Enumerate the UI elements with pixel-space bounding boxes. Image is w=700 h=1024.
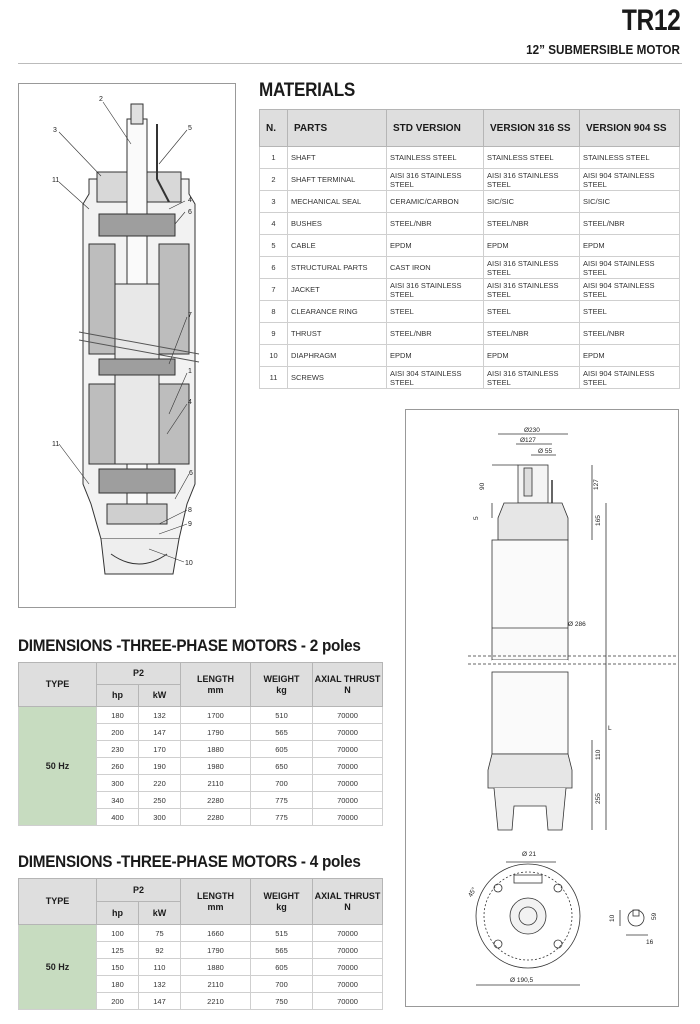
table-cell: 70000 [313, 707, 383, 724]
dim-label: 45° [467, 886, 479, 899]
table-cell: AISI 316 STAINLESS STEEL [484, 169, 580, 191]
table-cell: 200 [97, 993, 139, 1010]
dim-label: 16 [646, 939, 654, 946]
dims-2poles-title: DIMENSIONS -THREE-PHASE MOTORS - 2 poles [18, 636, 361, 655]
header-text: WEIGHT [263, 673, 300, 684]
table-cell: EPDM [484, 345, 580, 367]
dim-label: 110 [595, 749, 602, 760]
table-cell: CAST IRON [387, 257, 484, 279]
table-cell: 250 [139, 792, 181, 809]
table-cell: 6 [260, 257, 288, 279]
callout-label: 5 [188, 125, 192, 132]
table-cell: 70000 [313, 775, 383, 792]
dim-label: 255 [595, 793, 602, 804]
table-cell: STEEL/NBR [580, 213, 680, 235]
callout-label: 9 [188, 521, 192, 528]
header-unit: N [344, 684, 351, 695]
table-cell: CABLE [288, 235, 387, 257]
table-cell: DIAPHRAGM [288, 345, 387, 367]
table-cell: 2110 [181, 775, 251, 792]
table-cell: 70000 [313, 741, 383, 758]
callout-label: 6 [189, 470, 193, 477]
table-cell: 700 [251, 775, 313, 792]
table-cell: 1790 [181, 942, 251, 959]
table-cell: 1 [260, 147, 288, 169]
table-cell: 70000 [313, 792, 383, 809]
column-header: N. [260, 110, 288, 147]
header-unit: kg [276, 684, 287, 695]
sectional-drawing-panel [18, 83, 236, 608]
table-cell: STEEL/NBR [580, 323, 680, 345]
table-row [260, 213, 680, 235]
dims-4poles-title: DIMENSIONS -THREE-PHASE MOTORS - 4 poles [18, 852, 361, 871]
table-cell: STEEL/NBR [387, 323, 484, 345]
column-header [181, 879, 251, 925]
table-cell: 565 [251, 724, 313, 741]
table-cell: 700 [251, 976, 313, 993]
table-cell: 2280 [181, 792, 251, 809]
header-unit: kg [276, 901, 287, 912]
header-text: LENGTH [197, 673, 235, 684]
table-cell: 1700 [181, 707, 251, 724]
table-cell: STEEL [580, 301, 680, 323]
table-row [19, 707, 383, 724]
callout-label: 7 [188, 312, 192, 319]
table-cell: AISI 316 STAINLESS STEEL [484, 279, 580, 301]
header-text: AXIAL THRUST [314, 673, 381, 684]
sectional-drawing [19, 84, 237, 609]
table-cell: 132 [139, 707, 181, 724]
table-row [260, 367, 680, 389]
dim-label: 59 [651, 912, 658, 920]
dim-label: Ø127 [520, 437, 536, 444]
column-header: hp [97, 902, 139, 925]
table-cell: 1980 [181, 758, 251, 775]
dim-label: Ø 190,5 [510, 977, 534, 984]
column-header: kW [139, 902, 181, 925]
table-cell: AISI 904 STAINLESS STEEL [580, 279, 680, 301]
type-cell: 50 Hz [19, 925, 97, 1010]
table-cell: 132 [139, 976, 181, 993]
table-cell: SCREWS [288, 367, 387, 389]
page-subtitle: 12” SUBMERSIBLE MOTOR [526, 42, 680, 57]
table-cell: AISI 904 STAINLESS STEEL [580, 257, 680, 279]
table-cell: 110 [139, 959, 181, 976]
table-cell: 775 [251, 792, 313, 809]
column-header [251, 663, 313, 707]
table-cell: STAINLESS STEEL [484, 147, 580, 169]
table-row [260, 279, 680, 301]
table-cell: 70000 [313, 959, 383, 976]
table-header-row [19, 879, 383, 902]
table-cell: STEEL [387, 301, 484, 323]
table-cell: STEEL/NBR [484, 323, 580, 345]
table-cell: 100 [97, 925, 139, 942]
table-cell: 4 [260, 213, 288, 235]
table-cell: STEEL [484, 301, 580, 323]
column-header: P2 [97, 879, 181, 902]
column-header: VERSION 316 SS [484, 110, 580, 147]
table-row [260, 147, 680, 169]
header-text: AXIAL THRUST [314, 890, 381, 901]
table-cell: 605 [251, 959, 313, 976]
table-cell: 70000 [313, 809, 383, 826]
table-cell: EPDM [580, 345, 680, 367]
table-cell: 340 [97, 792, 139, 809]
table-cell: 750 [251, 993, 313, 1010]
table-cell: 515 [251, 925, 313, 942]
column-header [313, 663, 383, 707]
table-cell: 190 [139, 758, 181, 775]
table-cell: 2 [260, 169, 288, 191]
table-cell: 147 [139, 993, 181, 1010]
header-unit: mm [207, 901, 224, 912]
table-cell: 2280 [181, 809, 251, 826]
table-cell: 170 [139, 741, 181, 758]
header-divider [18, 63, 682, 64]
table-cell: AISI 304 STAINLESS STEEL [387, 367, 484, 389]
dimension-drawing-panel [405, 409, 679, 1007]
table-cell: 7 [260, 279, 288, 301]
type-cell: 50 Hz [19, 707, 97, 826]
header-text: LENGTH [197, 890, 235, 901]
dim-label: 127 [593, 479, 600, 490]
table-cell: SIC/SIC [580, 191, 680, 213]
callout-label: 2 [99, 96, 103, 103]
table-cell: 775 [251, 809, 313, 826]
table-cell: 70000 [313, 758, 383, 775]
table-cell: 1790 [181, 724, 251, 741]
dim-label: L [608, 725, 612, 732]
column-header: P2 [97, 663, 181, 685]
table-cell: BUSHES [288, 213, 387, 235]
table-cell: EPDM [580, 235, 680, 257]
dimension-drawing [406, 410, 680, 1008]
table-cell: 230 [97, 741, 139, 758]
table-cell: AISI 904 STAINLESS STEEL [580, 367, 680, 389]
column-header: VERSION 904 SS [580, 110, 680, 147]
dim-label: Ø 21 [522, 851, 537, 858]
dims-4poles-table [18, 878, 383, 1010]
table-cell: 70000 [313, 925, 383, 942]
dims-2poles-table [18, 662, 383, 826]
callout-label: 1 [188, 368, 192, 375]
table-cell: 70000 [313, 942, 383, 959]
table-cell: AISI 316 STAINLESS STEEL [387, 169, 484, 191]
table-cell: SHAFT TERMINAL [288, 169, 387, 191]
table-cell: 1660 [181, 925, 251, 942]
table-cell: 11 [260, 367, 288, 389]
table-cell: 300 [139, 809, 181, 826]
table-cell: 8 [260, 301, 288, 323]
callout-label: 11 [52, 177, 60, 184]
table-cell: STEEL/NBR [484, 213, 580, 235]
table-cell: 125 [97, 942, 139, 959]
table-row [19, 925, 383, 942]
dim-label: 5 [473, 516, 480, 520]
table-cell: CERAMIC/CARBON [387, 191, 484, 213]
table-cell: AISI 904 STAINLESS STEEL [580, 169, 680, 191]
table-cell: 220 [139, 775, 181, 792]
table-cell: SHAFT [288, 147, 387, 169]
column-header [313, 879, 383, 925]
table-row [260, 323, 680, 345]
table-cell: SIC/SIC [484, 191, 580, 213]
table-cell: 5 [260, 235, 288, 257]
table-cell: 1880 [181, 959, 251, 976]
table-cell: STAINLESS STEEL [580, 147, 680, 169]
table-cell: STRUCTURAL PARTS [288, 257, 387, 279]
table-cell: 70000 [313, 724, 383, 741]
dim-label: Ø 286 [568, 621, 586, 628]
table-cell: THRUST [288, 323, 387, 345]
table-cell: 70000 [313, 976, 383, 993]
table-cell: EPDM [484, 235, 580, 257]
table-cell: 70000 [313, 993, 383, 1010]
table-row [260, 257, 680, 279]
dim-label: Ø230 [524, 427, 540, 434]
table-cell: 2110 [181, 976, 251, 993]
dim-label: 165 [595, 515, 602, 526]
header-text: WEIGHT [263, 890, 300, 901]
header-unit: mm [207, 684, 224, 695]
table-cell: EPDM [387, 345, 484, 367]
table-cell: 75 [139, 925, 181, 942]
table-header-row [260, 110, 680, 147]
table-header-row [19, 663, 383, 685]
table-cell: 400 [97, 809, 139, 826]
table-row [260, 169, 680, 191]
table-cell: 1880 [181, 741, 251, 758]
table-cell: 565 [251, 942, 313, 959]
table-cell: 300 [97, 775, 139, 792]
callout-label: 11 [52, 441, 60, 448]
callout-label: 10 [185, 560, 193, 567]
column-header: kW [139, 685, 181, 707]
table-cell: 180 [97, 707, 139, 724]
column-header: hp [97, 685, 139, 707]
table-cell: 92 [139, 942, 181, 959]
page-title: TR12 [621, 4, 680, 37]
table-cell: 10 [260, 345, 288, 367]
table-cell: 150 [97, 959, 139, 976]
table-cell: 2210 [181, 993, 251, 1010]
column-header [251, 879, 313, 925]
dim-label: Ø 55 [538, 448, 553, 455]
table-row [260, 301, 680, 323]
header-unit: N [344, 901, 351, 912]
table-cell: AISI 316 STAINLESS STEEL [387, 279, 484, 301]
table-cell: 147 [139, 724, 181, 741]
table-cell: 180 [97, 976, 139, 993]
callout-label: 4 [188, 399, 192, 406]
table-cell: 200 [97, 724, 139, 741]
column-header: STD VERSION [387, 110, 484, 147]
table-cell: AISI 316 STAINLESS STEEL [484, 257, 580, 279]
table-cell: STEEL/NBR [387, 213, 484, 235]
table-cell: JACKET [288, 279, 387, 301]
table-row [260, 191, 680, 213]
materials-title: MATERIALS [259, 80, 356, 101]
table-cell: 605 [251, 741, 313, 758]
table-cell: MECHANICAL SEAL [288, 191, 387, 213]
column-header: TYPE [19, 879, 97, 925]
column-header: PARTS [288, 110, 387, 147]
dim-label: 90 [479, 482, 486, 490]
table-cell: EPDM [387, 235, 484, 257]
table-cell: STAINLESS STEEL [387, 147, 484, 169]
column-header: TYPE [19, 663, 97, 707]
table-cell: AISI 316 STAINLESS STEEL [484, 367, 580, 389]
callout-label: 3 [53, 127, 57, 134]
callout-label: 4 [188, 197, 192, 204]
table-row [260, 345, 680, 367]
table-row [260, 235, 680, 257]
table-cell: 260 [97, 758, 139, 775]
callout-label: 8 [188, 507, 192, 514]
table-cell: 9 [260, 323, 288, 345]
callout-label: 6 [188, 209, 192, 216]
table-cell: 510 [251, 707, 313, 724]
dim-label: 10 [609, 914, 616, 922]
materials-table [259, 109, 680, 389]
table-cell: CLEARANCE RING [288, 301, 387, 323]
column-header [181, 663, 251, 707]
table-cell: 3 [260, 191, 288, 213]
table-cell: 650 [251, 758, 313, 775]
